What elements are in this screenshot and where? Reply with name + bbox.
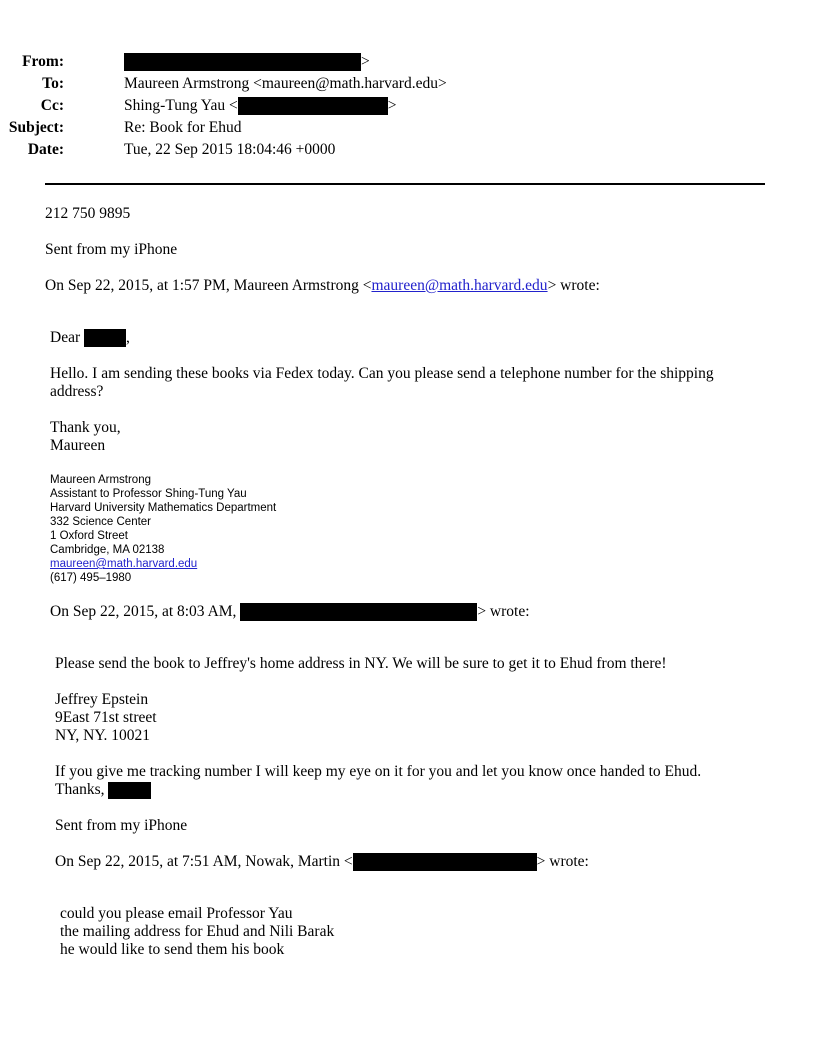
redaction-block xyxy=(353,853,537,871)
sig-street: 1 Oxford Street xyxy=(50,530,128,542)
header-divider xyxy=(45,183,765,185)
redaction-block xyxy=(238,97,388,115)
date-value: Tue, 22 Sep 2015 18:04:46 +0000 xyxy=(124,141,336,158)
hello-line-1: Hello. I am sending these books via Fedex today. Can you please send a telephone number for the shipping xyxy=(50,365,714,382)
address-street: 9East 71st street xyxy=(55,709,157,726)
cc-suffix: > xyxy=(387,97,397,114)
sig-title: Assistant to Professor Shing-Tung Yau xyxy=(50,488,247,500)
address-name: Jeffrey Epstein xyxy=(55,691,149,708)
cc-label: Cc: xyxy=(40,97,64,114)
redaction-block xyxy=(124,53,361,71)
greeting xyxy=(50,329,130,347)
quote-header-3-prefix: On Sep 22, 2015, at 7:51 AM, Nowak, Martin < xyxy=(55,853,353,870)
sent-from-iphone: Sent from my iPhone xyxy=(45,241,178,258)
quote-header-2 xyxy=(50,603,530,621)
tracking-line: If you give me tracking number I will keep my eye on it for you and let you know once handed to Ehud. xyxy=(55,763,702,780)
hello-line-2: address? xyxy=(50,383,104,400)
subject-row xyxy=(0,117,760,139)
cc-prefix: Shing-Tung Yau < xyxy=(124,97,238,114)
redaction-block xyxy=(240,603,477,621)
to-row xyxy=(0,73,760,95)
thanks-text: Thanks, xyxy=(55,781,105,798)
date-label: Date: xyxy=(27,141,64,158)
quote-header-2-suffix: > wrote: xyxy=(477,603,530,620)
sig-email-link[interactable]: maureen@math.harvard.edu xyxy=(50,558,198,570)
quote-header-1 xyxy=(45,277,600,295)
redaction-block xyxy=(108,782,151,799)
thanks-line xyxy=(55,781,151,799)
from-value xyxy=(124,51,370,73)
quote-header-1-suffix: > wrote: xyxy=(547,277,600,294)
maureen-signoff: Maureen xyxy=(50,437,106,454)
nowak-line-1: could you please email Professor Yau xyxy=(60,905,293,922)
from-row xyxy=(0,51,760,73)
greeting-text: Dear xyxy=(50,329,81,346)
please-send-line: Please send the book to Jeffrey's home address in NY. We will be sure to get it to Ehud from there! xyxy=(55,655,667,672)
sig-city: Cambridge, MA 02138 xyxy=(50,544,165,556)
thank-you: Thank you, xyxy=(50,419,121,436)
cc-row xyxy=(0,95,760,117)
cc-value xyxy=(124,95,396,117)
email-link[interactable]: maureen@math.harvard.edu xyxy=(371,277,548,294)
sent-from-iphone-2: Sent from my iPhone xyxy=(55,817,188,834)
greeting-comma: , xyxy=(126,329,130,346)
to-label: To: xyxy=(42,75,64,92)
nowak-line-2: the mailing address for Ehud and Nili Barak xyxy=(60,923,335,940)
subject-label: Subject: xyxy=(8,119,64,136)
date-row xyxy=(0,139,760,161)
quote-header-2-prefix: On Sep 22, 2015, at 8:03 AM, xyxy=(50,603,237,620)
to-value: Maureen Armstrong <maureen@math.harvard.edu> xyxy=(124,75,447,92)
phone-number: 212 750 9895 xyxy=(45,205,131,222)
quote-header-3 xyxy=(55,853,589,871)
sig-phone: (617) 495–1980 xyxy=(50,572,132,584)
subject-value: Re: Book for Ehud xyxy=(124,119,242,136)
quote-header-1-prefix: On Sep 22, 2015, at 1:57 PM, Maureen Armstrong < xyxy=(45,277,372,294)
from-suffix: > xyxy=(361,53,370,70)
nowak-line-3: he would like to send them his book xyxy=(60,941,285,958)
sig-room: 332 Science Center xyxy=(50,516,152,528)
sig-name: Maureen Armstrong xyxy=(50,474,151,486)
quote-header-3-suffix: > wrote: xyxy=(536,853,589,870)
sig-department: Harvard University Mathematics Department xyxy=(50,502,277,514)
address-city: NY, NY. 10021 xyxy=(55,727,151,744)
redaction-block xyxy=(84,329,126,347)
from-label: From: xyxy=(22,53,64,70)
